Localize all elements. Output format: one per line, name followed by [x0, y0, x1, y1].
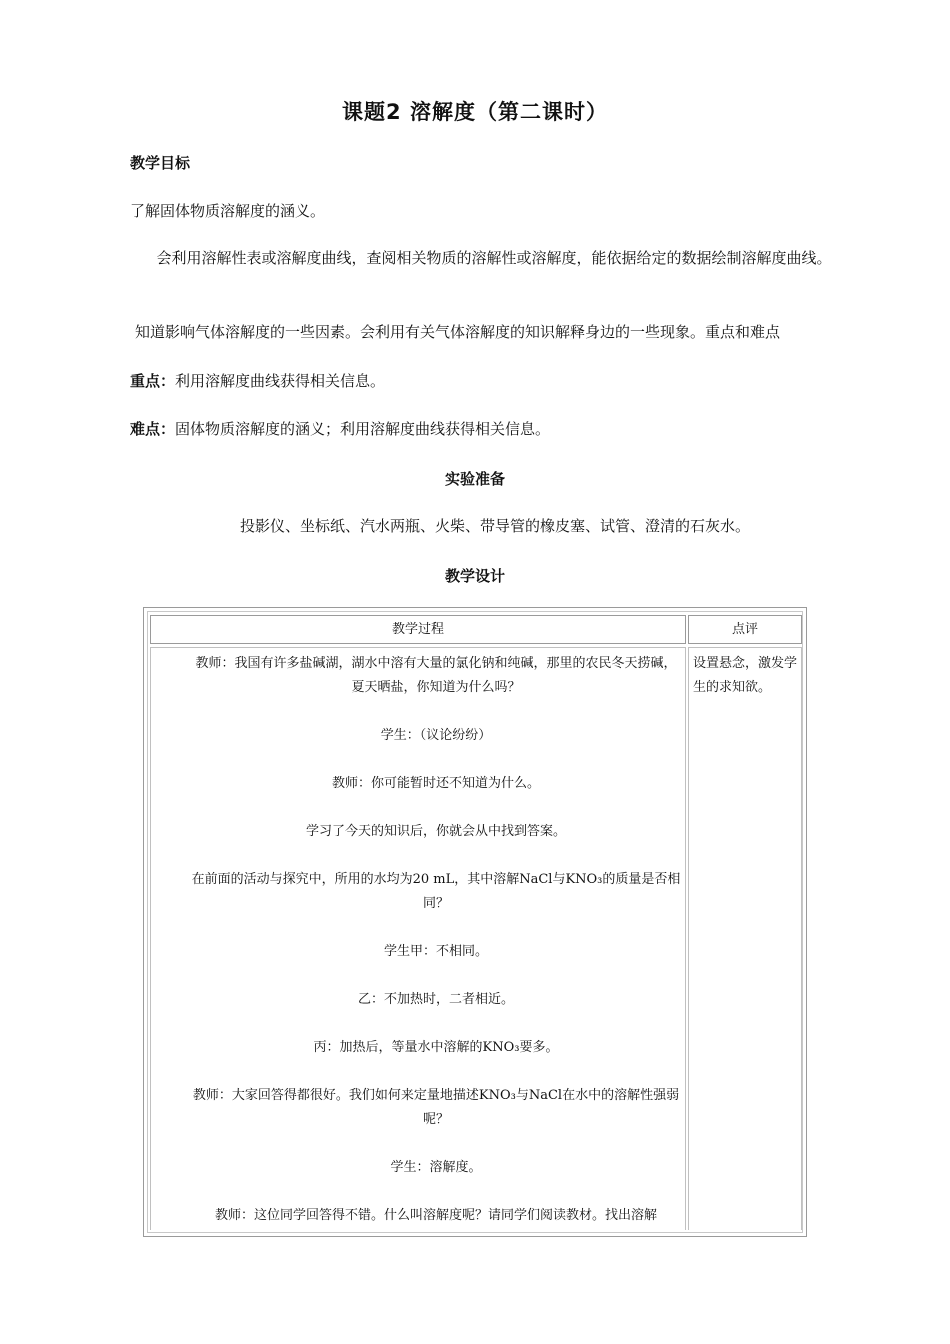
process-line: 在前面的活动与探究中，所用的水均为20 mL，其中溶解NaCl与KNO₃的质量是否相同？ — [191, 872, 681, 911]
comment-text: 设置悬念，激发学生的求知欲。 — [693, 656, 798, 695]
process-line: 乙：不加热时，二者相近。 — [357, 992, 514, 1007]
teaching-design-table — [143, 607, 807, 1237]
process-line: 学生：（议论纷纷） — [380, 728, 492, 743]
preparation-heading: 实验准备 — [444, 470, 505, 488]
difficulty-label: 难点： — [130, 420, 176, 438]
preparation-text: 投影仪、坐标纸、汽水两瓶、火柴、带导管的橡皮塞、试管、澄清的石灰水。 — [239, 517, 750, 535]
process-line: 学习了今天的知识后，你就会从中找到答案。 — [305, 824, 566, 839]
column-header-process: 教学过程 — [150, 615, 686, 644]
objective-item-3: 知道影响气体溶解度的一些因素。会利用有关气体溶解度的知识解释身边的一些现象。重点和难点 — [135, 323, 781, 341]
key-point — [130, 369, 385, 394]
process-line: 教师：这位同学回答得不错。什么叫溶解度呢？请同学们阅读教材。找出溶解 — [214, 1208, 657, 1223]
objective-item-2: 会利用溶解性表或溶解度曲线，查阅相关物质的溶解性或溶解度，能依据给定的数据绘制溶解度曲线。 — [156, 249, 832, 267]
key-point-text: 利用溶解度曲线获得相关信息。 — [175, 372, 386, 390]
key-point-label: 重点： — [130, 372, 176, 390]
objectives-heading: 教学目标 — [130, 154, 191, 172]
design-heading: 教学设计 — [444, 567, 505, 585]
process-line: 学生甲：不相同。 — [383, 944, 488, 959]
process-line: 丙：加热后，等量水中溶解的KNO₃要多。 — [313, 1040, 559, 1055]
process-line: 教师：大家回答得都很好。我们如何来定量地描述KNO₃与NaCl在水中的溶解性强弱呢？ — [192, 1088, 680, 1127]
process-line: 教师：我国有许多盐碱湖，湖水中溶有大量的氯化钠和纯碱，那里的农民冬天捞碱，夏天晒盐，你知道为什么吗？ — [195, 656, 677, 695]
page-title: 课题2 溶解度（第二课时） — [342, 100, 608, 124]
objective-item-1: 了解固体物质溶解度的涵义。 — [130, 202, 326, 220]
process-line: 教师：你可能暂时还不知道为什么。 — [331, 776, 540, 791]
difficulty-text: 固体物质溶解度的涵义；利用溶解度曲线获得相关信息。 — [175, 420, 551, 438]
column-header-comment: 点评 — [688, 615, 802, 644]
process-cell — [150, 647, 686, 1230]
comment-cell — [688, 647, 802, 1230]
process-line: 学生：溶解度。 — [390, 1160, 482, 1175]
difficulty — [130, 417, 550, 442]
